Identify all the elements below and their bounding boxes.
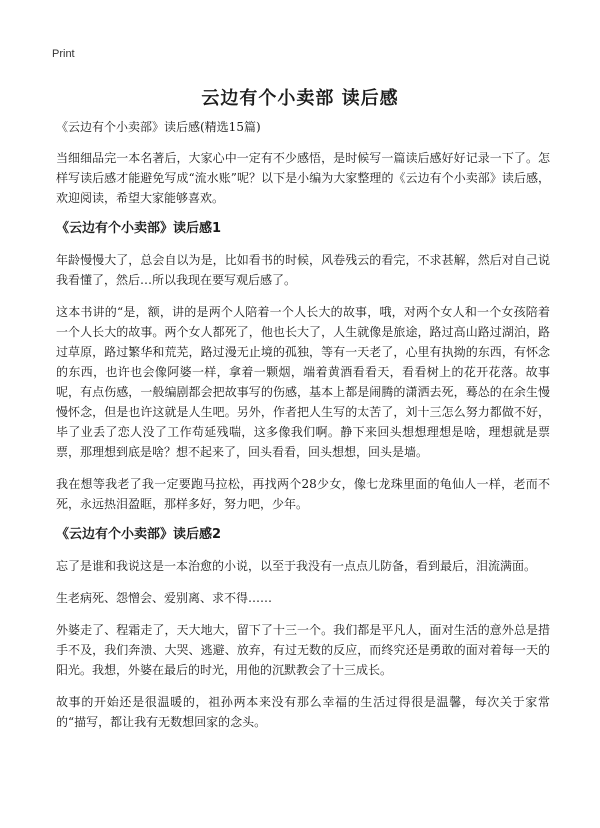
section-heading-1: 《云边有个小卖部》读后感1 — [56, 221, 222, 236]
article-body — [56, 118, 550, 744]
section-2-paragraph-4: 故事的开始还是很温暖的，祖孙两本来没有那么幸福的生活过得很是温馨，每次关于家常的“描写，都让我有无数想回家的念头。 — [56, 695, 550, 729]
section-1-paragraph-1: 年龄慢慢大了，总会自以为是，比如看书的时候，风卷残云的看完，不求甚解，然后对自己说我看懂了，然后…所以我现在要写观后感了。 — [56, 253, 550, 287]
section-1-paragraph-2: 这本书讲的“是，额，讲的是两个人陪着一个人长大的故事，哦，对两个女人和一个女孩陪着一个人长大的故事。两个女人都死了，他也长大了，人生就像是旅途，路过高山路过湖泊，路过草原，路过繁华和荒芜，路过漫无止境的孤独，等有一天老了，心里有执拗的东西，有怀念的东西，也许也会像阿婆一样，拿着一颗烟，端着黄酒看看天，看看树上的花开花落。故事呢，有点伤感，一般编剧都会把故事写的伤感，基本上都是闹腾的潇洒去死，蓦怂的在余生慢慢怀念，但是也许这就是人生吧。另外，作者把人生写的太苦了，刘十三怎么努力都做不好，毕了业丢了恋人没了工作苟延残喘，这多像我们啊。静下来回头想想理想是啥，理想就是票票，那理想到底是啥？想不起来了，回头看看，回头想想，回头是墙。 — [56, 305, 550, 459]
section-2-paragraph-2: 生老病死、怨憎会、爱别离、求不得…… — [56, 591, 273, 605]
intro-paragraph: 当细细品完一本名著后，大家心中一定有不少感悟，是时候写一篇读后感好好记录一下了。怎样写读后感才能避免写成“流水账”呢？以下是小编为大家整理的《云边有个小卖部》读后感，欢迎阅读，希望大家能够喜欢。 — [56, 151, 550, 205]
section-1-paragraph-3: 我在想等我老了我一定要跑马拉松，再找两个28少女，像七龙珠里面的龟仙人一样，老而不死，永远热泪盈眶，那样多好，努力吧，少年。 — [56, 477, 550, 511]
print-link[interactable]: Print — [52, 48, 75, 60]
article-subtitle: 《云边有个小卖部》读后感(精选15篇) — [56, 120, 261, 134]
section-2-paragraph-3: 外婆走了、程霜走了，天大地大，留下了十三一个。我们都是平凡人，面对生活的意外总是措手不及，我们奔溃、大哭、逃避、放弃，有过无数的反应，而终究还是勇敢的面对着每一天的阳光。我想，外婆在最后的时光，用他的沉默教会了十三成长。 — [56, 623, 550, 677]
page-title: 云边有个小卖部 读后感 — [201, 88, 399, 109]
section-heading-2: 《云边有个小卖部》读后感2 — [56, 527, 222, 542]
section-2-paragraph-1: 忘了是谁和我说这是一本治愈的小说，以至于我没有一点点儿防备，看到最后，泪流满面。 — [56, 559, 537, 573]
